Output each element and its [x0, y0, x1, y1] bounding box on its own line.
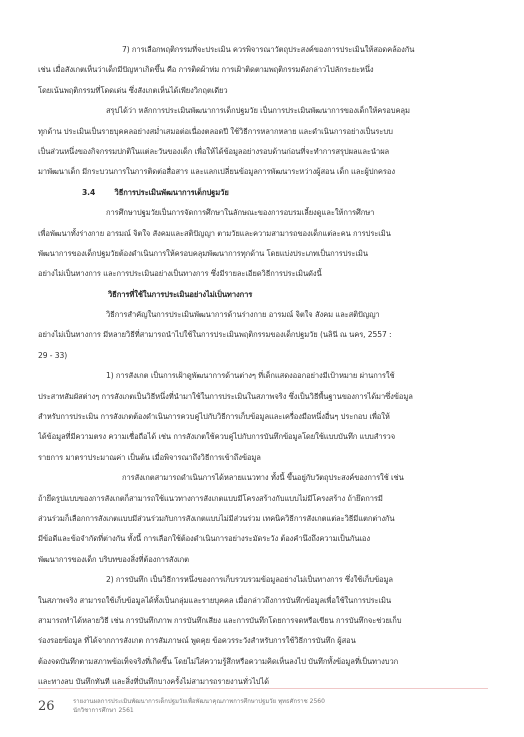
paragraph-line: สามารถทำได้หลายวิธี เช่น การบันทึกภาพ การบันทึกเสียง และการบันทึกโดยการจดหรือเขียน การบันทึกจะช่วยเก็บ	[38, 615, 402, 625]
section-title: วิธีการประเมินพัฒนาการเด็กปฐมวัย	[114, 187, 229, 197]
paragraph-line: 29 - 33)	[38, 350, 68, 360]
paragraph-line: อย่างไม่เป็นทางการ มีหลายวิธีที่สามารถนำไปใช้ในการประเมินพฤติกรรมของเด็กปฐมวัย (นลินี ณ นคร, 2557 :	[38, 330, 392, 340]
subheading: วิธีการที่ใช้ในการประเมินอย่างไม่เป็นทางการ	[108, 289, 253, 299]
paragraph-line: 1) การสังเกต เป็นการเฝ้าดูพัฒนาการด้านต่างๆ ที่เด็กแสดงออกอย่างมีเป้าหมาย ผ่านการใช้	[106, 371, 395, 381]
paragraph-line: 7) การเลือกพฤติกรรมที่จะประเมิน ควรพิจารณาวัตถุประสงค์ของการประเมินให้สอดคล้องกัน	[122, 45, 415, 54]
paragraph-line: ได้ข้อมูลที่มีความตรง ความเชื่อถือได้ เช่น การสังเกตใช้ควบคู่ไปกับการบันทึกข้อมูลโดยใช้แบบบันทึก แบบสำรวจ	[38, 432, 396, 442]
paragraph-line: และทางลบ บันทึกทันที และสิ่งที่บันทึกบางครั้งไม่สามารถรายงานทั่วไปได้	[38, 677, 269, 687]
footer-text	[73, 697, 325, 715]
paragraph-line: 2) การบันทึก เป็นวิธีการหนึ่งของการเก็บรวบรวมข้อมูลอย่างไม่เป็นทางการ ซึ่งใช้เก็บข้อมูล	[106, 575, 393, 585]
document-body	[38, 40, 488, 693]
paragraph-line: โดยเน้นพฤติกรรมที่โดดเด่น ซึ่งสังเกตเห็นได้เพียงวิกฤตเดียว	[38, 85, 228, 95]
paragraph-line: สำหรับการประเมิน การสังเกตต้องดำเนินการควบคู่ไปกับวิธีการเก็บข้อมูลและเครื่องมือหนึ่งอื่นๆ ประกอบ เพื่อให้	[38, 412, 390, 422]
paragraph-line: ถ้ายึดรูปแบบของการสังเกตก็สามารถใช้แนวทางการสังเกตแบบมีโครงสร้างกับแบบไม่มีโครงสร้าง ถ้ายึดการมี	[38, 493, 383, 503]
paragraph-line: มาพัฒนาเด็ก มีกระบวนการในการติดต่อสื่อสาร และแลกเปลี่ยนข้อมูลการพัฒนาระหว่างผู้สอน เด็ก และผู้ปกครอง	[38, 167, 395, 177]
page-number: 26	[38, 699, 55, 714]
paragraph-line: เช่น เมื่อสังเกตเห็นว่าเด็กมีปัญหาเกิดขึ้น คือ การติดผ้าห่ม การเฝ้าติดตามพฤติกรรมดังกล่าวไปลักระยะหนึ่ง	[38, 65, 374, 75]
paragraph-line: ร่องรอยข้อมูล ที่ได้จากการสังเกต การสัมภาษณ์ พูดคุย ข้อควรระวังสำหรับการใช้วิธีการบันทึก ผู้สอน	[38, 636, 356, 646]
paragraph-line: ทุกด้าน ประเมินเป็นรายบุคคลอย่างสม่ำเสมอต่อเนื่องตลอดปี ใช้วิธีการหลากหลาย และดำเนินการอย่างเป็นระบบ	[38, 126, 393, 136]
footer-line: รายงานผลการประเมินพัฒนาการเด็กปฐมวัยเพื่อพัฒนาคุณภาพการศึกษาปฐมวัย พุทธศักราช 2560	[73, 698, 325, 705]
paragraph-line: ต้องจดบันทึกตามสภาพข้อเท็จจริงที่เกิดขึ้น โดยไม่ใส่ความรู้สึกหรือความคิดเห็นลงไป บันทึกทั้งข้อมูลที่เป็นทางบวก	[38, 656, 399, 666]
paragraph-line: มีข้อดีและข้อจำกัดที่ต่างกัน ทั้งนี้ การเลือกใช้ต้องดำเนินการอย่างระมัดระวัง ต้องคำนึงถึงความเป็นกันเอง	[38, 534, 371, 544]
paragraph-line: ในสภาพจริง สามารถใช้เก็บข้อมูลได้ทั้งเป็นกลุ่มและรายบุคคล เมื่อกล่าวถึงการบันทึกข้อมูลเพื่อใช้ในการประเมิน	[38, 595, 392, 605]
paragraph-line: การศึกษาปฐมวัยเป็นการจัดการศึกษาในลักษณะของการอบรมเลี้ยงดูและให้การศึกษา	[106, 208, 375, 218]
paragraph-line: สรุปได้ว่า หลักการประเมินพัฒนาการเด็กปฐมวัย เป็นการประเมินพัฒนาการของเด็กให้ครอบคลุม	[106, 106, 410, 116]
paragraph-line: รายการ มาตราประมาณค่า เป็นต้น เมื่อพิจารณาถึงวิธีการเข้าถึงข้อมูล	[38, 452, 261, 462]
paragraph-line: ส่วนร่วมก็เลือกการสังเกตแบบมีส่วนร่วมกับการสังเกตแบบไม่มีส่วนร่วม เทคนิควิธีการสังเกตแต่ละวิธีมีแตกต่างกัน	[38, 513, 395, 523]
paragraph-line: การสังเกตสามารถดำเนินการได้หลายแนวทาง ทั้งนี้ ขึ้นอยู่กับวัตถุประสงค์ของการใช้ เช่น	[122, 473, 404, 483]
paragraph-line: วิธีการสำคัญในการประเมินพัฒนาการด้านร่างกาย อารมณ์ จิตใจ สังคม และสติปัญญา	[106, 310, 380, 320]
paragraph-line: เพื่อพัฒนาทั้งร่างกาย อารมณ์ จิตใจ สังคมและสติปัญญา ตามวัยและความสามารถของเด็กแต่ละคน การประเมิน	[38, 228, 391, 238]
page-footer	[38, 688, 488, 725]
section-number: 3.4	[82, 187, 96, 197]
paragraph-line: พัฒนาการของเด็กปฐมวัยต้องดำเนินการให้ครอบคลุมพัฒนาการทุกด้าน โดยแบ่งประเภทเป็นการประเมิน	[38, 248, 368, 258]
paragraph-line: พัฒนาการของเด็ก บริบทของสิ่งที่ต้องการสังเกต	[38, 554, 189, 564]
paragraph-line: เป็นส่วนหนึ่งของกิจกรรมปกติในแต่ละวันของเด็ก เพื่อให้ได้ข้อมูลอย่างรอบด้านก่อนที่จะทำการสรุปผลและนำผล	[38, 146, 390, 156]
footer-line: นักวิชาการศึกษา 2561	[73, 707, 134, 714]
paragraph-line: อย่างไม่เป็นทางการ และการประเมินอย่างเป็นทางการ ซึ่งมีรายละเอียดวิธีการประเมินดังนี้	[38, 269, 322, 279]
section-heading	[38, 183, 488, 203]
paragraph-line: ประสาทสัมผัสต่างๆ การสังเกตเป็นวิธีหนึ่งที่นำมาใช้ในการประเมินในสภาพจริง ซึ่งเป็นวิธีพื้นฐานของการได้มาซึ่งข้อมูล	[38, 391, 413, 401]
